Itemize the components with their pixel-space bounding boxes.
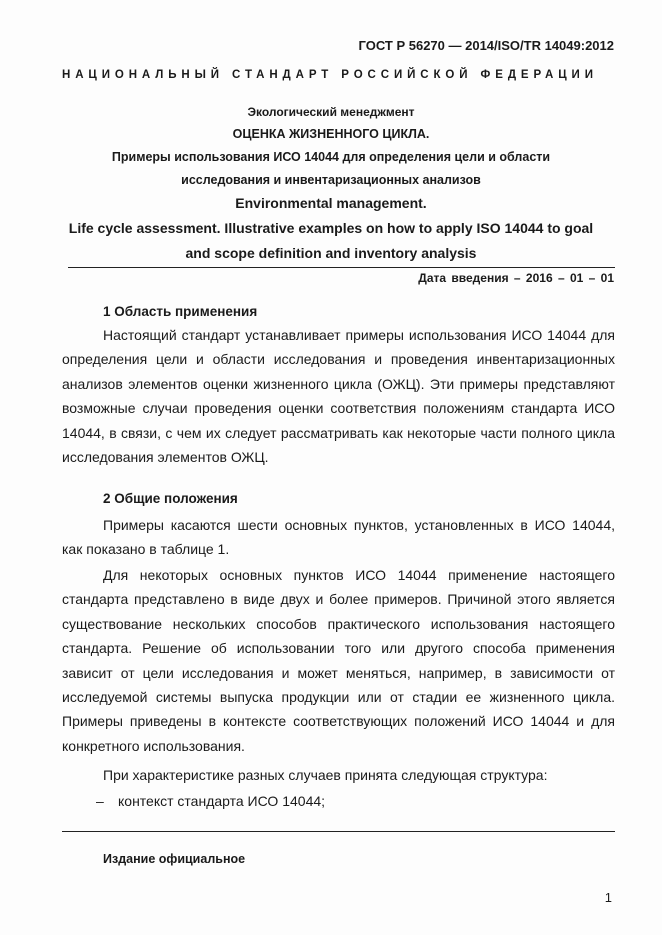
section-1-body: [62, 323, 615, 469]
section-1-heading: 1 Область применения: [103, 304, 258, 319]
section-2-body-b: [62, 563, 615, 758]
title-ru-line-2: ОЦЕНКА ЖИЗНЕННОГО ЦИКЛА.: [232, 127, 430, 141]
title-ru-line-4: исследования и инвентаризационных анализов: [181, 173, 481, 187]
title-en-line-2: Life cycle assessment. Illustrative examples on how to apply ISO 14044 to goal: [68, 220, 594, 236]
section-2-paragraph-1: Примеры касаются шести основных пунктов, установленных в ИСО 14044, как показано в таблице 1.: [62, 517, 615, 558]
section-2-paragraph-3: При характеристике разных случаев принята следующая структура:: [103, 767, 548, 783]
list-dash-marker: –: [96, 793, 104, 809]
edition-label: Издание официальное: [103, 852, 246, 866]
page-number: 1: [604, 890, 612, 905]
title-ru-line-3: Примеры использования ИСО 14044 для определения цели и области: [111, 150, 551, 164]
footer-divider: [62, 831, 615, 832]
title-en-line-1: Environmental management.: [235, 195, 427, 211]
section-1-paragraph-1: Настоящий стандарт устанавливает примеры использования ИСО 14044 для определения цели и области исследования и проведения инвентаризационных анализов элементов оценки жизненного цикла (ОЖЦ). Эти примеры представляют возможные случаи проведения оценки соответствия положениям стандарта ИСО 14044, в связи, с чем их следует рассматривать как некоторые части полного цикла исследования элементов ОЖЦ.: [62, 327, 615, 466]
title-ru-line-1: Экологический менеджмент: [247, 105, 415, 119]
standard-number: ГОСТ Р 56270 — 2014/ISO/TR 14049:2012: [358, 38, 614, 53]
title-divider: [68, 267, 615, 268]
section-2-paragraph-2: Для некоторых основных пунктов ИСО 14044 применение настоящего стандарта представлено в виде двух и более примеров. Причиной этого является существование нескольких способов практического использования настоящего стандарта. Решение об использовании того или другого способа применения зависит от цели исследования и может меняться, например, в зависимости от исследуемой системы выпуска продукции или от стадии ее жизненного цикла. Примеры приведены в контексте соответствующих положений ИСО 14044 и для конкретного использования.: [62, 567, 615, 754]
title-en-line-3: and scope definition and inventory analysis: [185, 245, 477, 261]
section-2-heading: 2 Общие положения: [103, 491, 238, 506]
list-item-text: контекст стандарта ИСО 14044;: [118, 793, 326, 809]
national-standard-caption: НАЦИОНАЛЬНЫЙ СТАНДАРТ РОССИЙСКОЙ ФЕДЕРАЦИИ: [62, 69, 598, 81]
section-2-body-c: [62, 763, 615, 787]
list-item: [96, 789, 325, 813]
section-2-body-a: [62, 513, 615, 562]
introduction-date: Дата введения – 2016 – 01 – 01: [418, 271, 614, 285]
